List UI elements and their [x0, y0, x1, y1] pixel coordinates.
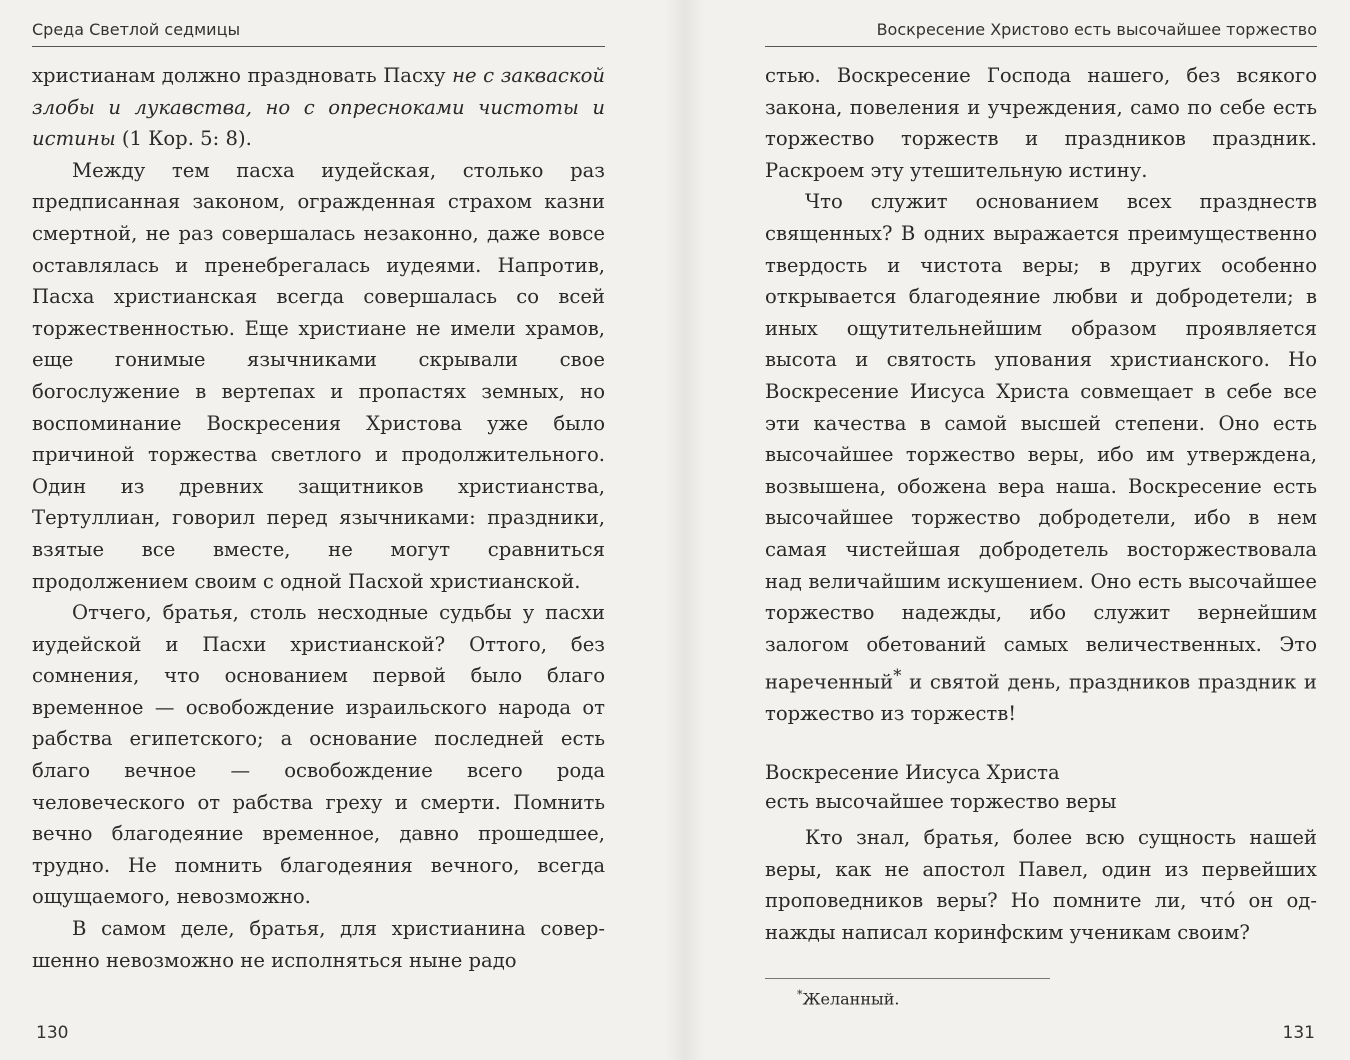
right-paragraph-2: [765, 186, 1317, 730]
section-heading-line-2: есть высочайшее торжество веры: [765, 790, 1117, 813]
footnote: [797, 982, 899, 1012]
left-page-text: [32, 60, 605, 976]
section-heading: [765, 758, 1317, 816]
right-paragraph-2-end: и святой день, праздников праздник и торжество из торжеств!: [765, 670, 1317, 726]
right-running-head: Воскресение Христово есть высочайшее торжество: [765, 16, 1317, 47]
right-page: [765, 0, 1317, 1060]
footnote-marker: *: [893, 666, 902, 686]
left-page-number: 130: [36, 1023, 69, 1043]
right-page-number: 131: [1282, 1023, 1315, 1043]
footnote-text: Желанный.: [802, 989, 900, 1009]
book-gutter: [665, 0, 705, 1060]
right-paragraph-2-start: Что служит основанием всех празднеств священных? В одних выражается преимущественно твердость и чистота веры; в других особенно открывается благодеяние любви и добродетели; в иных ощутительнейшим образом проявляется высота и святость упования христианского. Но Воскресение Иисуса Христа совмещает в себе все эти качества в самой высшей степени. Оно есть высочайшее торжество веры, ибо им утверждена, возвышена, обожена вера наша. Воскресение есть высочайшее торжество добродетели, ибо в нем самая чистейшая добродетель восторжествовала над величайшим искушением. Оно есть высочайшее торжество надежды, ибо служит вернейшим залогом обетований самых величественных. Это нареченный: [765, 190, 1317, 694]
left-paragraph-2: Между тем пасха иудейская, столько раз предписанная законом, огражденная страхом казни смертной, не раз совершалась незаконно, даже вовсе оставлялась и пренебрегалась иудеями. Напротив, Пасха христианская всегда совершалась со всей торжественностью. Еще христиане не имели храмов, еще гонимые язычниками скрывали свое богослужение в вертепах и пропастях земных, но воспоминание Воскресения Христова уже было причиной торжества светлого и продолжительного. Один из древних защитников христианства, Тертуллиан, говорил перед язычниками: праздники, взятые все вместе, не могут сравниться продолжением своим с одной Пасхой христианской.: [32, 158, 605, 593]
left-page: [32, 0, 605, 1060]
footnote-rule: [765, 978, 1050, 979]
right-paragraph-1: стью. Воскресение Господа нашего, без всякого закона, повеления и учреждения, само по себе есть торжество торжеств и праздников праздник. Раскроем эту утешительную истину.: [765, 64, 1317, 182]
left-paragraph-1-start: христианам должно праздновать Пасху: [32, 64, 453, 87]
left-paragraph-3: Отчего, братья, столь несходные судьбы у пасхи иудейской и Пасхи христианской? Оттого, без сомнения, что основанием первой было благо временное — освобождение израильского народа от рабства египетского; а основание последней есть благо вечное — освобождение всего рода человеческого от рабства греху и смерти. Помнить вечно благодеяние временное, давно прошедшее, трудно. Не помнить благодеяния вечного, всегда ощущаемого, невозможно.: [32, 601, 605, 909]
footnote-mark: *: [797, 988, 803, 1001]
left-paragraph-1-quote: не с закваской злобы и лукавства, но с опресноками чистоты и истины: [32, 64, 605, 151]
left-paragraph-1-reference: (1 Кор. 5: 8).: [115, 127, 252, 151]
section-heading-line-1: Воскресение Иисуса Христа: [765, 761, 1060, 784]
left-running-head: Среда Светлой седмицы: [32, 16, 605, 47]
left-paragraph-4: В самом деле, братья, для христианина совершенно невозможно не исполняться ныне радо: [32, 917, 605, 972]
right-paragraph-3: Кто знал, братья, более всю сущность нашей веры, как не апостол Павел, один из первейших проповедников веры? Но помните ли, что́ он однажды написал коринфским ученикам своим?: [765, 826, 1317, 944]
right-page-text: [765, 60, 1317, 948]
left-paragraph-1: [32, 60, 605, 155]
